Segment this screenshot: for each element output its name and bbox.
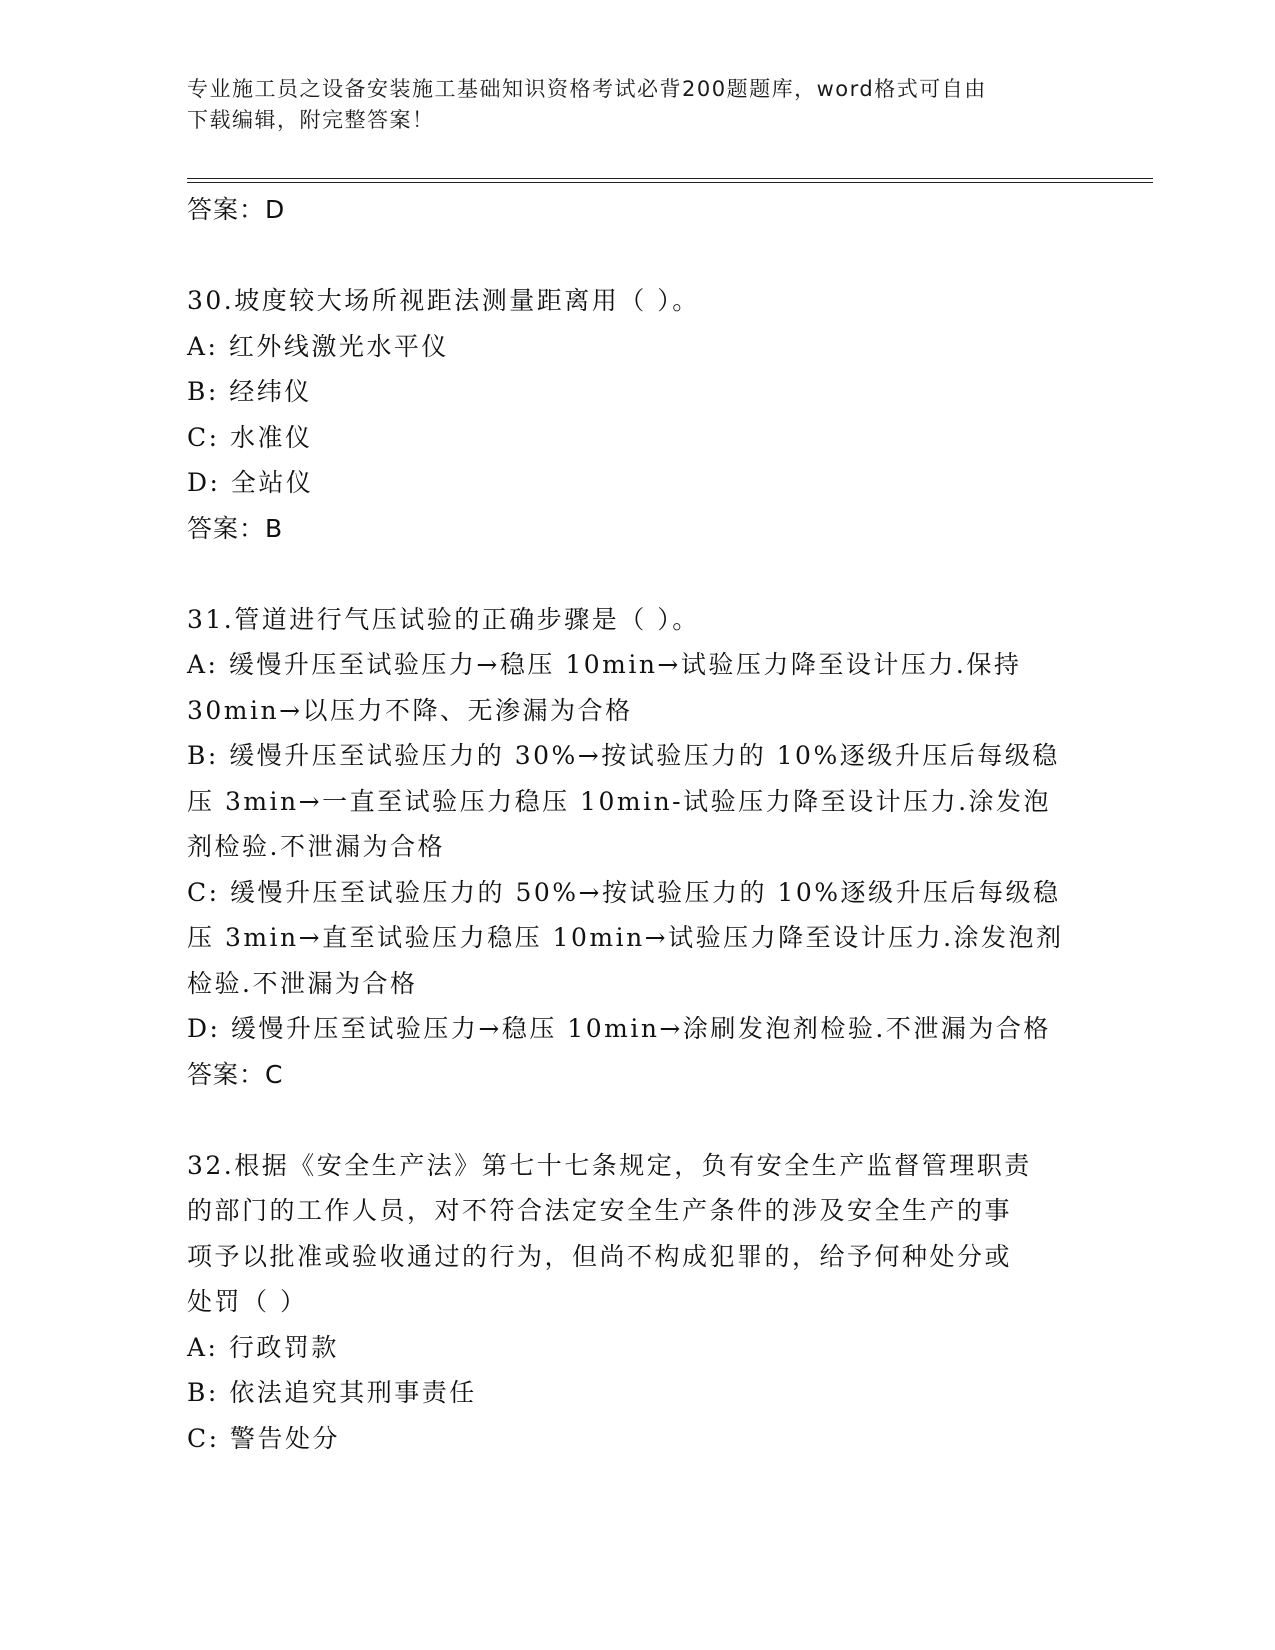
option-b: B: 经纬仪 [187,377,312,406]
option-b-line-3: 剂检验.不泄漏为合格 [187,832,445,861]
option-c-line-2: 压 3min→直至试验压力稳压 10min→试验压力降至设计压力.涂发泡剂 [187,923,1064,952]
spacer [187,233,1087,279]
spacer [187,551,1087,597]
option-c-line-3: 检验.不泄漏为合格 [187,968,418,998]
option-d: D: 缓慢升压至试验压力→稳压 10min→涂刷发泡剂检验.不泄漏为合格 [187,1014,1051,1043]
option-a-line-2: 30min→以压力不降、无渗漏为合格 [187,695,633,725]
question-stem-line-4: 处罚（ ） [187,1287,308,1316]
header-double-rule [187,178,1153,183]
option-c: C: 警告处分 [187,1423,340,1453]
previous-answer: 答案：D [187,195,286,224]
question-stem-line-2: 的部门的工作人员，对不符合法定安全生产条件的涉及安全生产的事 [187,1196,1013,1225]
option-c: C: 水准仪 [187,422,313,452]
question-30 [187,278,1087,551]
question-stem-line-3: 项予以批准或验收通过的行为，但尚不构成犯罪的，给予何种处分或 [187,1241,1013,1271]
option-b-line-1: B: 缓慢升压至试验压力的 30%→按试验压力的 10%逐级升压后每级稳 [187,741,1060,770]
spacer [187,1097,1087,1143]
question-stem-line-1: 32.根据《安全生产法》第七十七条规定，负有安全生产监督管理职责 [187,1150,1032,1180]
option-b: B: 依法追究其刑事责任 [187,1378,477,1407]
option-c-line-1: C: 缓慢升压至试验压力的 50%→按试验压力的 10%逐级升压后每级稳 [187,877,1061,907]
question-stem-line: 31.管道进行气压试验的正确步骤是（ ）。 [187,604,700,634]
header-line-2: 下载编辑，附完整答案！ [187,108,435,132]
question-stem-line: 30.坡度较大场所视距法测量距离用（ ）。 [187,286,700,315]
option-a: A: 行政罚款 [187,1332,339,1362]
question-31 [187,597,1087,1098]
question-32 [187,1143,1087,1462]
option-d: D: 全站仪 [187,468,314,497]
option-b-line-2: 压 3min→一直至试验压力稳压 10min-试验压力降至设计压力.涂发泡 [187,786,1052,816]
page-header [187,74,1067,136]
option-a-line-1: A: 缓慢升压至试验压力→稳压 10min→试验压力降至设计压力.保持 [187,650,1022,679]
option-a: A: 红外线激光水平仪 [187,331,449,361]
answer: 答案：B [187,513,284,543]
document-body [187,187,1087,1461]
answer: 答案：C [187,1059,284,1089]
header-line-1: 专业施工员之设备安装施工基础知识资格考试必背200题题库，word格式可自由 [187,77,987,101]
